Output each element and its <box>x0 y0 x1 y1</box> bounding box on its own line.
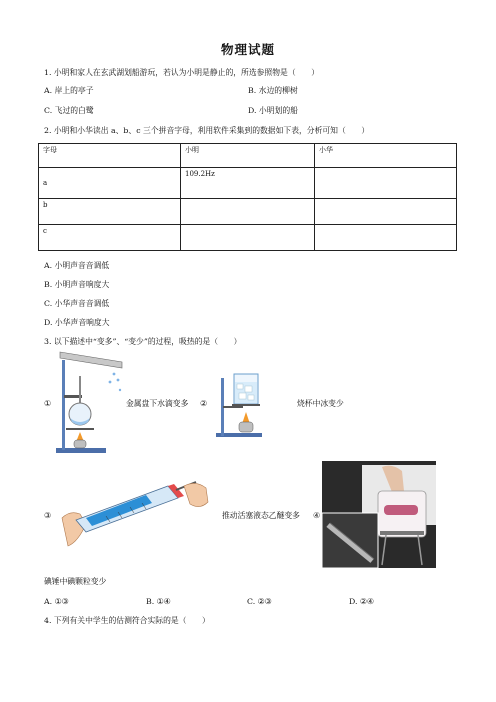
q1-option-c: C. 飞过的白鹭 <box>44 106 94 115</box>
q2-option-d: D. 小华声音响度大 <box>44 318 110 327</box>
q1-option-d: D. 小明划的船 <box>248 106 298 115</box>
q3-option-b: B. ①④ <box>146 597 171 606</box>
question-2-stem: 2. 小明和小华读出 a、b、c 三个拼音字母，利用软件采集到的数据如下表，分析可知（ ） <box>44 126 370 135</box>
table-cell <box>315 199 457 225</box>
q3-option-a: A. ①③ <box>44 597 69 606</box>
q2-option-c: C. 小华声音音调低 <box>44 299 110 308</box>
item-4-number: ④ <box>313 511 320 520</box>
item-4-text: 碘锤中碘颗粒变少 <box>44 577 107 586</box>
q2-option-a: A. 小明声音音调低 <box>44 261 110 270</box>
table-cell: c <box>39 225 181 251</box>
q1-option-a: A. 岸上的亭子 <box>44 86 94 95</box>
item-3-number: ③ <box>44 511 51 520</box>
data-table <box>38 143 457 251</box>
table-cell <box>315 225 457 251</box>
item-3-text: 推动活塞液态乙醚变多 <box>222 511 300 520</box>
figure-ice-beaker <box>212 368 272 440</box>
table-cell: 109.2Hz <box>181 168 315 199</box>
table-cell: a <box>39 168 181 199</box>
table-header-row <box>39 144 457 168</box>
item-1-number: ① <box>44 399 51 408</box>
question-3-stem: 3. 以下描述中“变多”、“变少”的过程，吸热的是（ ） <box>44 337 242 346</box>
table-row <box>39 225 457 251</box>
table-cell <box>181 199 315 225</box>
item-2-text: 烧杯中冰变少 <box>297 399 344 408</box>
figure-syringe-piston <box>56 480 214 552</box>
item-1-text: 金属盘下水滴变多 <box>126 399 189 408</box>
table-row <box>39 199 457 225</box>
table-header-cell: 小华 <box>315 144 457 168</box>
figure-iodine-photo <box>322 461 436 568</box>
table-cell <box>181 225 315 251</box>
table-cell: b <box>39 199 181 225</box>
page-title: 物理试题 <box>220 42 275 57</box>
table-row <box>39 168 457 199</box>
item-2-number: ② <box>200 399 207 408</box>
q1-option-b: B. 水边的柳树 <box>248 86 298 95</box>
q3-option-c: C. ②③ <box>247 597 272 606</box>
table-cell <box>315 168 457 199</box>
q3-option-d: D. ②④ <box>349 597 374 606</box>
question-1-stem: 1. 小明和家人在玄武湖划船游玩，若认为小明是静止的，所选参照物是（ ） <box>44 68 320 77</box>
question-4-stem: 4. 下列有关中学生的估测符合实际的是（ ） <box>44 616 210 625</box>
table-header-cell: 小明 <box>181 144 315 168</box>
table-header-cell: 字母 <box>39 144 181 168</box>
figure-metal-plate-apparatus <box>54 350 126 456</box>
q2-option-b: B. 小明声音响度大 <box>44 280 110 289</box>
